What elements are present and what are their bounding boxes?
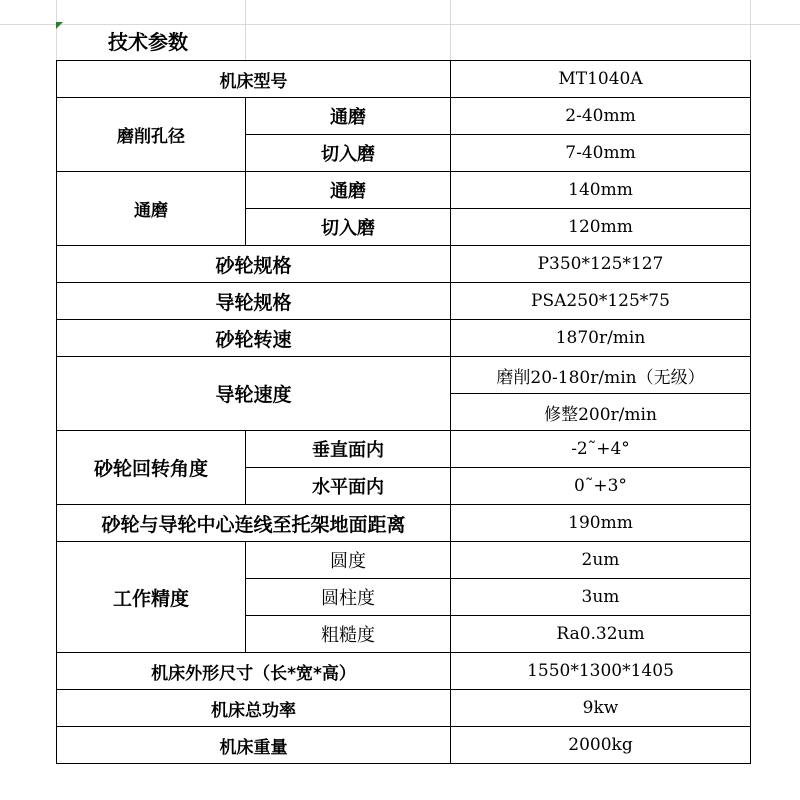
table-row — [57, 246, 751, 283]
row-value[interactable]: 3um — [451, 579, 751, 616]
row-value[interactable]: MT1040A — [451, 61, 751, 98]
row-value[interactable]: 2-40mm — [451, 98, 751, 135]
table-row — [57, 505, 751, 542]
table-row — [57, 542, 751, 579]
table-row — [57, 61, 751, 98]
cell-comment-marker — [56, 22, 63, 29]
spec-table — [56, 60, 751, 764]
row-label[interactable]: 机床总功率 — [57, 690, 451, 727]
sub-label[interactable]: 粗糙度 — [246, 616, 451, 653]
row-label[interactable]: 工作精度 — [57, 542, 246, 653]
row-value[interactable]: 磨削20-180r/min（无级） — [451, 357, 751, 394]
grid-line — [450, 0, 451, 62]
row-value[interactable]: 140mm — [451, 172, 751, 209]
row-value[interactable]: 修整200r/min — [451, 394, 751, 431]
row-label[interactable]: 机床重量 — [57, 727, 451, 764]
row-value[interactable]: 190mm — [451, 505, 751, 542]
row-label[interactable]: 磨削孔径 — [57, 98, 246, 172]
row-value[interactable]: Ra0.32um — [451, 616, 751, 653]
row-value[interactable]: 2um — [451, 542, 751, 579]
sub-label[interactable]: 通磨 — [246, 172, 451, 209]
row-label[interactable]: 砂轮转速 — [57, 320, 451, 357]
row-value[interactable]: 1870r/min — [451, 320, 751, 357]
row-label[interactable]: 导轮规格 — [57, 283, 451, 320]
sub-label[interactable]: 通磨 — [246, 98, 451, 135]
table-row — [57, 320, 751, 357]
row-value[interactable]: 0˜+3° — [451, 468, 751, 505]
row-label[interactable]: 砂轮回转角度 — [57, 431, 246, 505]
grid-line — [56, 0, 57, 62]
table-row — [57, 357, 751, 394]
sub-label[interactable]: 圆度 — [246, 542, 451, 579]
sub-label[interactable]: 垂直面内 — [246, 431, 451, 468]
row-value[interactable]: 2000kg — [451, 727, 751, 764]
sheet-title: 技术参数 — [108, 30, 188, 54]
table-row — [57, 653, 751, 690]
row-label[interactable]: 通磨 — [57, 172, 246, 246]
row-value[interactable]: 120mm — [451, 209, 751, 246]
table-row — [57, 431, 751, 468]
row-label[interactable]: 导轮速度 — [57, 357, 451, 431]
table-row — [57, 172, 751, 209]
sub-label[interactable]: 切入磨 — [246, 209, 451, 246]
table-row — [57, 283, 751, 320]
row-value[interactable]: -2˜+4° — [451, 431, 751, 468]
table-row — [57, 727, 751, 764]
row-value[interactable]: P350*125*127 — [451, 246, 751, 283]
row-label[interactable]: 机床外形尺寸（长*宽*高） — [57, 653, 451, 690]
grid-line — [0, 24, 800, 25]
row-label[interactable]: 砂轮与导轮中心连线至托架地面距离 — [57, 505, 451, 542]
sub-label[interactable]: 圆柱度 — [246, 579, 451, 616]
sub-label[interactable]: 水平面内 — [246, 468, 451, 505]
row-value[interactable]: 9kw — [451, 690, 751, 727]
row-value[interactable]: 1550*1300*1405 — [451, 653, 751, 690]
sub-label[interactable]: 切入磨 — [246, 135, 451, 172]
grid-line — [245, 0, 246, 62]
row-value[interactable]: 7-40mm — [451, 135, 751, 172]
grid-line — [750, 0, 751, 62]
table-row — [57, 690, 751, 727]
table-row — [57, 98, 751, 135]
row-value[interactable]: PSA250*125*75 — [451, 283, 751, 320]
row-label[interactable]: 机床型号 — [57, 61, 451, 98]
row-label[interactable]: 砂轮规格 — [57, 246, 451, 283]
